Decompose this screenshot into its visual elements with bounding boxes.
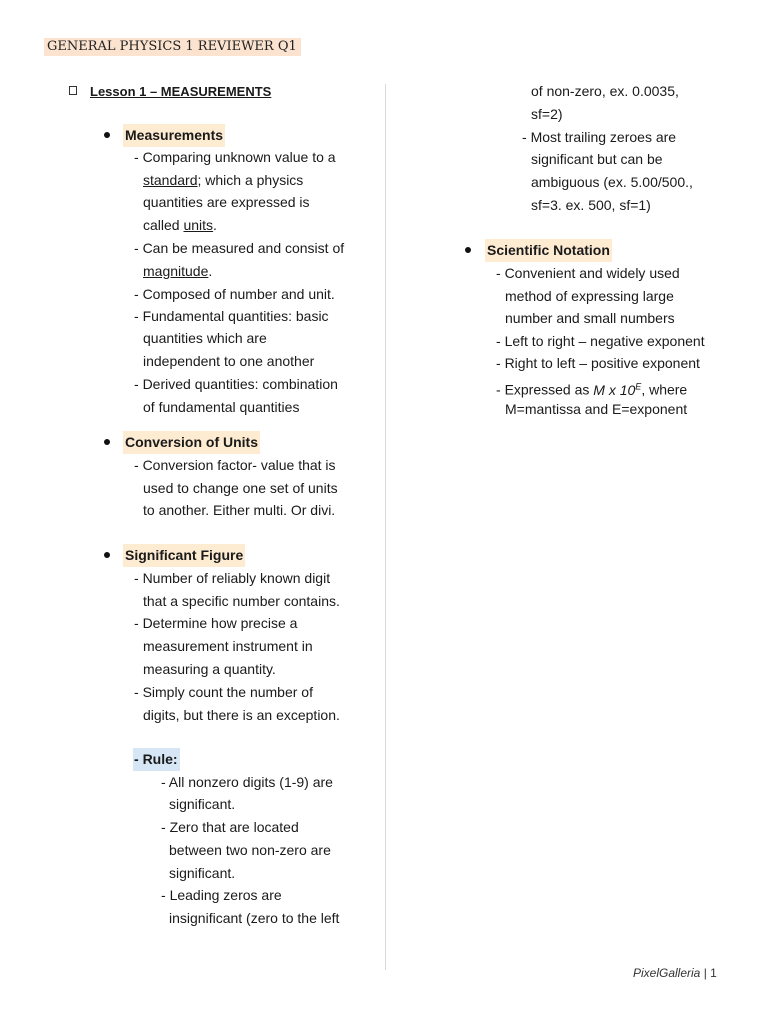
heading-rule: - Rule: xyxy=(133,748,180,771)
list-item: - Derived quantities: combination xyxy=(134,376,338,392)
list-item: - All nonzero digits (1-9) are xyxy=(161,774,333,790)
list-item-cont: significant. xyxy=(169,865,236,881)
list-item: - Fundamental quantities: basic xyxy=(134,308,329,324)
list-item-cont: method of expressing large xyxy=(505,288,674,304)
heading-sigfig: Significant Figure xyxy=(123,544,245,567)
list-item-cont: measuring a quantity. xyxy=(143,661,276,677)
list-item-cont: digits, but there is an exception. xyxy=(143,707,340,723)
list-item-cont: used to change one set of units xyxy=(143,480,338,496)
list-item-cont: to another. Either multi. Or divi. xyxy=(143,502,336,518)
list-item-cont: significant but can be xyxy=(531,151,663,167)
list-item: - Composed of number and unit. xyxy=(134,286,335,302)
checkbox-icon xyxy=(69,86,77,95)
list-item-cont: called units. xyxy=(143,217,217,233)
bullet-icon xyxy=(104,552,110,558)
page-footer xyxy=(633,966,717,980)
bullet-icon xyxy=(465,247,471,253)
list-item-cont: number and small numbers xyxy=(505,310,675,326)
list-item-cont: between two non-zero are xyxy=(169,842,331,858)
lesson-title: Lesson 1 – MEASUREMENTS xyxy=(90,84,272,99)
list-item-cont: measurement instrument in xyxy=(143,638,313,654)
list-item: - Conversion factor- value that is xyxy=(134,457,336,473)
page-number: 1 xyxy=(710,966,717,980)
list-item-cont: insignificant (zero to the left xyxy=(169,910,340,926)
list-item-cont: M=mantissa and E=exponent xyxy=(505,401,688,417)
list-item: - Can be measured and consist of xyxy=(134,240,345,256)
list-item-cont: ambiguous (ex. 5.00/500., xyxy=(531,174,693,190)
list-item-cont: independent to one another xyxy=(143,353,315,369)
list-item-cont: standard; which a physics xyxy=(143,172,304,188)
list-item: - Leading zeros are xyxy=(161,887,282,903)
list-item: - Expressed as M x $10^E$, where xyxy=(496,381,688,398)
bullet-icon xyxy=(104,132,110,138)
list-item-cont: of non-zero, ex. 0.0035, xyxy=(531,83,679,99)
list-item-cont: magnitude. xyxy=(143,263,213,279)
heading-conversion: Conversion of Units xyxy=(123,431,260,454)
list-item-cont: quantities which are xyxy=(143,330,267,346)
list-item-cont: that a specific number contains. xyxy=(143,593,340,609)
list-item: - Zero that are located xyxy=(161,819,299,835)
heading-scientific-notation: Scientific Notation xyxy=(485,239,612,262)
list-item-cont: quantities are expressed is xyxy=(143,194,310,210)
list-item: - Most trailing zeroes are xyxy=(522,129,677,145)
footer-separator: | xyxy=(700,966,711,980)
list-item: - Determine how precise a xyxy=(134,615,298,631)
column-divider xyxy=(385,84,386,970)
footer-brand: PixelGalleria xyxy=(633,966,701,980)
list-item: - Simply count the number of xyxy=(134,684,313,700)
list-item: - Right to left – positive exponent xyxy=(496,355,700,371)
heading-measurements: Measurements xyxy=(123,124,225,147)
list-item: - Convenient and widely used xyxy=(496,265,680,281)
list-item: - Number of reliably known digit xyxy=(134,570,331,586)
list-item-cont: significant. xyxy=(169,796,236,812)
list-item: - Left to right – negative exponent xyxy=(496,333,705,349)
list-item-cont: sf=2) xyxy=(531,106,563,122)
document-title: GENERAL PHYSICS 1 REVIEWER Q1 xyxy=(44,38,301,56)
list-item-cont: of fundamental quantities xyxy=(143,399,300,415)
bullet-icon xyxy=(104,439,110,445)
list-item: - Comparing unknown value to a xyxy=(134,149,336,165)
list-item-cont: sf=3. ex. 500, sf=1) xyxy=(531,197,651,213)
